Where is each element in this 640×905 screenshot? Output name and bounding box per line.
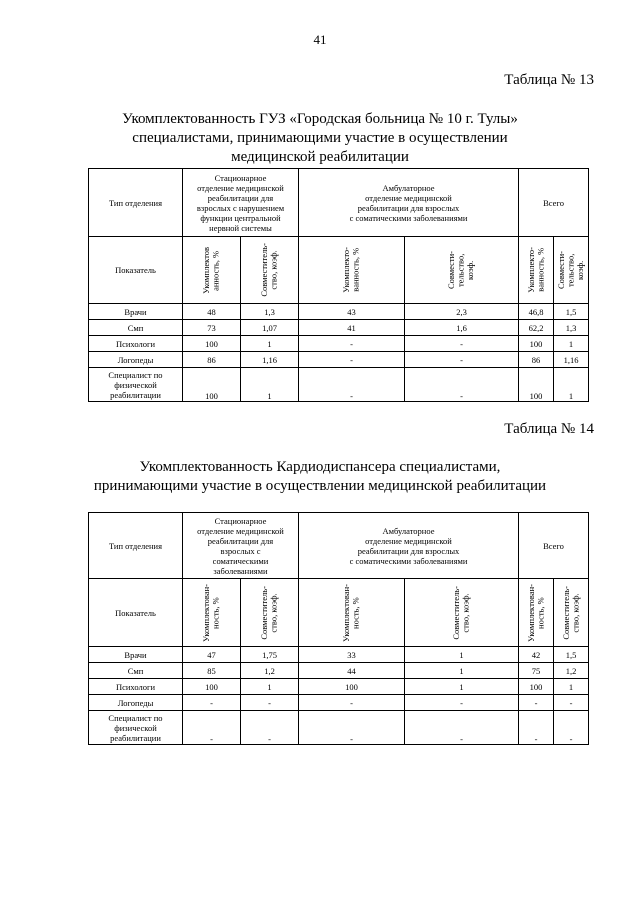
table-cell: 62,2 bbox=[519, 320, 554, 336]
table-cell: 47 bbox=[183, 647, 241, 663]
table-cell: Логопеды bbox=[89, 695, 183, 711]
table-row bbox=[89, 695, 589, 711]
table-cell: 44 bbox=[299, 663, 405, 679]
table-cell: 100 bbox=[519, 368, 554, 402]
text: Укомплектован- ность, % bbox=[341, 583, 361, 642]
text: Совместитель- ство, коэф. bbox=[259, 243, 279, 297]
text: Укомплектов анность, % bbox=[201, 246, 221, 294]
table-cell: 1,5 bbox=[554, 647, 589, 663]
table-row bbox=[89, 336, 589, 352]
table-cell: 1,3 bbox=[241, 304, 299, 320]
table-cell: - bbox=[405, 695, 519, 711]
table-cell: 100 bbox=[183, 368, 241, 402]
table-cell: - bbox=[299, 352, 405, 368]
table-cell: - bbox=[405, 352, 519, 368]
subheader-cell bbox=[299, 237, 405, 304]
subheader-cell bbox=[519, 579, 554, 647]
text: Совместитель- ство, коэф. bbox=[560, 585, 581, 640]
table-cell: - bbox=[183, 711, 241, 745]
table-cell: 85 bbox=[183, 663, 241, 679]
table-cell: - bbox=[299, 711, 405, 745]
col-total-header: Всего bbox=[519, 169, 589, 237]
table-cell: 1 bbox=[241, 368, 299, 402]
table-cell: - bbox=[554, 711, 589, 745]
table-cell: 1,3 bbox=[554, 320, 589, 336]
table-cell: - bbox=[183, 695, 241, 711]
col-ambulatory-header: Амбулаторное отделение медицинской реабилитации для взрослых с соматическими заболеваниями bbox=[299, 513, 519, 579]
table-row bbox=[89, 368, 589, 402]
table-cell: Смп bbox=[89, 320, 183, 336]
text: Укомплектован- ность, % bbox=[525, 583, 546, 642]
table-cell: 1 bbox=[405, 647, 519, 663]
table-cell: 41 bbox=[299, 320, 405, 336]
table-cell: - bbox=[554, 695, 589, 711]
subheader-cell bbox=[183, 579, 241, 647]
table-row bbox=[89, 647, 589, 663]
subheader-cell bbox=[241, 237, 299, 304]
page-number: 41 bbox=[313, 32, 327, 47]
table-cell: Логопеды bbox=[89, 352, 183, 368]
table-cell: 1 bbox=[405, 663, 519, 679]
table-cell: 1,2 bbox=[554, 663, 589, 679]
table-14-heading: Укомплектованность Кардиодиспансера специалистами, принимающими участие в осуществлении медицинской реабилитации bbox=[93, 459, 547, 494]
table-cell: - bbox=[299, 336, 405, 352]
subheader-cell bbox=[405, 237, 519, 304]
table-cell: 100 bbox=[519, 336, 554, 352]
table-13 bbox=[88, 168, 589, 402]
table-cell: Специалист по физической реабилитации bbox=[89, 368, 183, 402]
col-stationary-header: Стационарное отделение медицинской реабилитации для взрослых с соматическими заболеваниями bbox=[183, 513, 299, 579]
table-cell: - bbox=[405, 368, 519, 402]
table-cell: Врачи bbox=[89, 304, 183, 320]
table-row bbox=[89, 320, 589, 336]
table-cell: 1 bbox=[554, 368, 589, 402]
table-cell: - bbox=[299, 368, 405, 402]
table-row bbox=[89, 679, 589, 695]
table-cell: 75 bbox=[519, 663, 554, 679]
text: Укомплектован- ность, % bbox=[201, 583, 221, 642]
table-cell: - bbox=[519, 695, 554, 711]
table-cell: Психологи bbox=[89, 336, 183, 352]
table-cell: 100 bbox=[183, 679, 241, 695]
text: Совместитель- ство, коэф. bbox=[451, 585, 471, 640]
table-cell: 1,75 bbox=[241, 647, 299, 663]
table-cell: - bbox=[405, 336, 519, 352]
table-row bbox=[89, 304, 589, 320]
table-cell: - bbox=[241, 695, 299, 711]
table-cell: 33 bbox=[299, 647, 405, 663]
table-cell: 100 bbox=[299, 679, 405, 695]
table-cell: 86 bbox=[183, 352, 241, 368]
col-type-header: Тип отделения bbox=[89, 513, 183, 579]
table-cell: 1,07 bbox=[241, 320, 299, 336]
table-cell: 48 bbox=[183, 304, 241, 320]
text: Укомплекто- ванность, % bbox=[525, 247, 546, 293]
table-cell: Смп bbox=[89, 663, 183, 679]
table-cell: 100 bbox=[183, 336, 241, 352]
subheader-cell bbox=[519, 237, 554, 304]
table-13-heading: Укомплектованность ГУЗ «Городская больница № 10 г. Тулы» специалистами, принимающими участие в осуществлении медицинской реабилитации bbox=[122, 111, 518, 165]
table-cell: Специалист по физической реабилитации bbox=[89, 711, 183, 745]
table-cell: - bbox=[299, 695, 405, 711]
table-cell: 2,3 bbox=[405, 304, 519, 320]
table-cell: 73 bbox=[183, 320, 241, 336]
subheader-cell bbox=[554, 237, 589, 304]
table-cell: 43 bbox=[299, 304, 405, 320]
table-14 bbox=[88, 512, 589, 745]
table-row bbox=[89, 352, 589, 368]
subheader-cell bbox=[405, 579, 519, 647]
table-cell: 86 bbox=[519, 352, 554, 368]
table-14-label: Таблица № 14 bbox=[504, 421, 594, 437]
table-cell: 1,16 bbox=[241, 352, 299, 368]
table-cell: 1,6 bbox=[405, 320, 519, 336]
text: Совмести- тельство, коэф. bbox=[555, 250, 585, 290]
table-row bbox=[89, 711, 589, 745]
table-cell: 1 bbox=[241, 336, 299, 352]
row-indicator-header: Показатель bbox=[89, 579, 183, 647]
col-total-header: Всего bbox=[519, 513, 589, 579]
table-cell: 1 bbox=[554, 336, 589, 352]
text: Совместитель- ство, коэф. bbox=[259, 585, 279, 640]
table-row bbox=[89, 663, 589, 679]
col-stationary-header: Стационарное отделение медицинской реабилитации для взрослых с нарушением функции центральной нервной системы bbox=[183, 169, 299, 237]
table-13-label: Таблица № 13 bbox=[504, 72, 594, 88]
subheader-cell bbox=[554, 579, 589, 647]
table-cell: - bbox=[241, 711, 299, 745]
table-cell: 1 bbox=[405, 679, 519, 695]
table-cell: Врачи bbox=[89, 647, 183, 663]
text: Совмести- тельство, коэф. bbox=[446, 250, 476, 290]
table-cell: 1 bbox=[554, 679, 589, 695]
table-cell: 1,5 bbox=[554, 304, 589, 320]
table-cell: - bbox=[519, 711, 554, 745]
table-cell: 1 bbox=[241, 679, 299, 695]
table-cell: 100 bbox=[519, 679, 554, 695]
table-cell: - bbox=[405, 711, 519, 745]
subheader-cell bbox=[241, 579, 299, 647]
table-cell: 1,2 bbox=[241, 663, 299, 679]
subheader-cell bbox=[299, 579, 405, 647]
table-cell: Психологи bbox=[89, 679, 183, 695]
text: Укомплекто- ванность, % bbox=[341, 247, 361, 293]
col-ambulatory-header: Амбулаторное отделение медицинской реабилитации для взрослых с соматическими заболеваниями bbox=[299, 169, 519, 237]
table-cell: 1,16 bbox=[554, 352, 589, 368]
row-indicator-header: Показатель bbox=[89, 237, 183, 304]
table-cell: 46,8 bbox=[519, 304, 554, 320]
table-cell: 42 bbox=[519, 647, 554, 663]
subheader-cell bbox=[183, 237, 241, 304]
col-type-header: Тип отделения bbox=[89, 169, 183, 237]
